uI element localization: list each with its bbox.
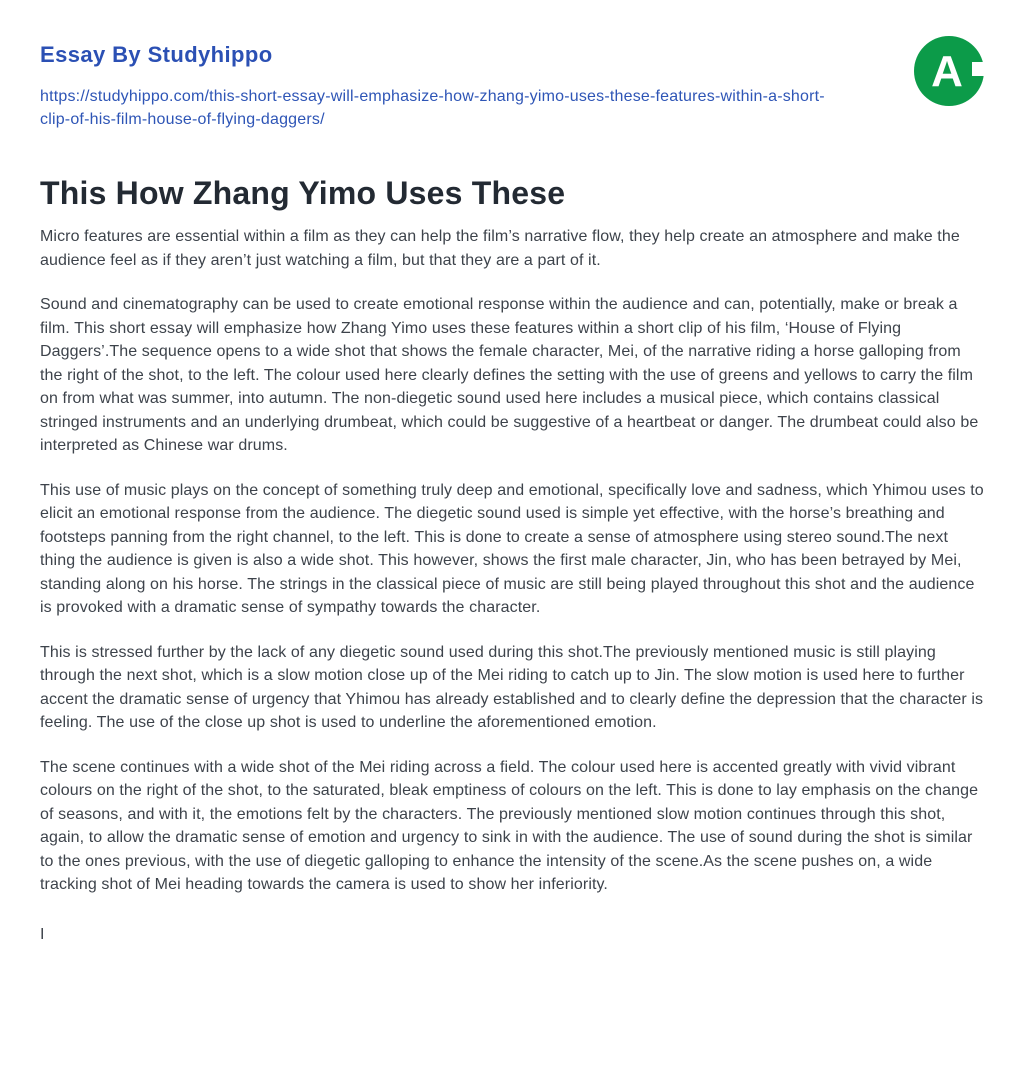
page-header bbox=[40, 42, 984, 131]
essay-paragraph-1: Micro features are essential within a film as they can help the film’s narrative flow, they help create an atmosphere and make the audience feel as if they aren’t just watching a film, but that they are a part of it. bbox=[40, 228, 960, 269]
essay-paragraph-4: This is stressed further by the lack of any diegetic sound used during this shot.The previously mentioned music is still playing through the next shot, which is a slow motion close up of the Mei riding to catch up to Jin. The slow motion is used here to further accent the dramatic sense of urgency that Yhimou has already established and to clearly define the depression that the character is feeling. The use of the close up shot is used to underline the aforementioned emotion. bbox=[40, 643, 984, 732]
essay-body bbox=[40, 225, 984, 946]
essay-paragraph-3: This use of music plays on the concept of something truly deep and emotional, specifically love and sadness, which Yhimou uses to elicit an emotional response from the audience. The diegetic sound used is simple yet effective, with the horse’s breathing and footsteps panning from the right channel, to the left. This is done to create a sense of atmosphere using stereo sound.The next thing the audience is given is also a wide shot. This however, shows the first male character, Jin, who has been betrayed by Mei, standing along on his horse. The strings in the classical piece of music are still being played throughout this shot and the audience is provoked with a dramatic sense of sympathy towards the character. bbox=[40, 481, 984, 617]
site-title: Essay By Studyhippo bbox=[40, 42, 273, 67]
essay-trailing-text: I bbox=[40, 925, 45, 943]
essay-paragraph-5: The scene continues with a wide shot of the Mei riding across a field. The colour used here is accented greatly with vivid vibrant colours on the right of the shot, to the saturated, bleak emptiness of colours on the left. This is done to lay emphasis on the change of seasons, and with it, the emotions felt by the characters. The previously mentioned slow motion continues through this shot, again, to allow the dramatic sense of emotion and urgency to sink in with the audience. The use of sound during the shot is similar to the ones previous, with the use of diegetic galloping to enhance the intensity of the scene.As the scene pushes on, a wide tracking shot of Mei heading towards the camera is used to show her inferiority. bbox=[40, 758, 979, 894]
essay-paragraph-2: Sound and cinematography can be used to create emotional response within the audience and can, potentially, make or break a film. This short essay will emphasize how Zhang Yimo uses these features within a short clip of his film, ‘House of Flying Daggers’.The sequence opens to a wide shot that shows the female character, Mei, of the narrative riding a horse galloping from the right of the shot, to the left. The colour used here clearly defines the setting with the use of greens and yellows to carry the film on from what was summer, into autumn. The non-diegetic sound used here includes a musical piece, which contains classical stringed instruments and an underlying drumbeat, which could be suggestive of a heartbeat or danger. The drumbeat could also be interpreted as Chinese war drums. bbox=[40, 296, 979, 455]
logo-circle-a-icon bbox=[914, 36, 984, 106]
source-url-link[interactable]: https://studyhippo.com/this-short-essay-will-emphasize-how-zhang-yimo-uses-these-features-within-a-short-clip-of-his-film-house-of-flying-daggers/ bbox=[40, 88, 825, 129]
logo-ring-gap bbox=[972, 62, 984, 76]
essay-title: This How Zhang Yimo Uses These bbox=[40, 175, 566, 212]
studyhippo-logo bbox=[914, 36, 984, 106]
logo-letter: A bbox=[931, 47, 963, 96]
